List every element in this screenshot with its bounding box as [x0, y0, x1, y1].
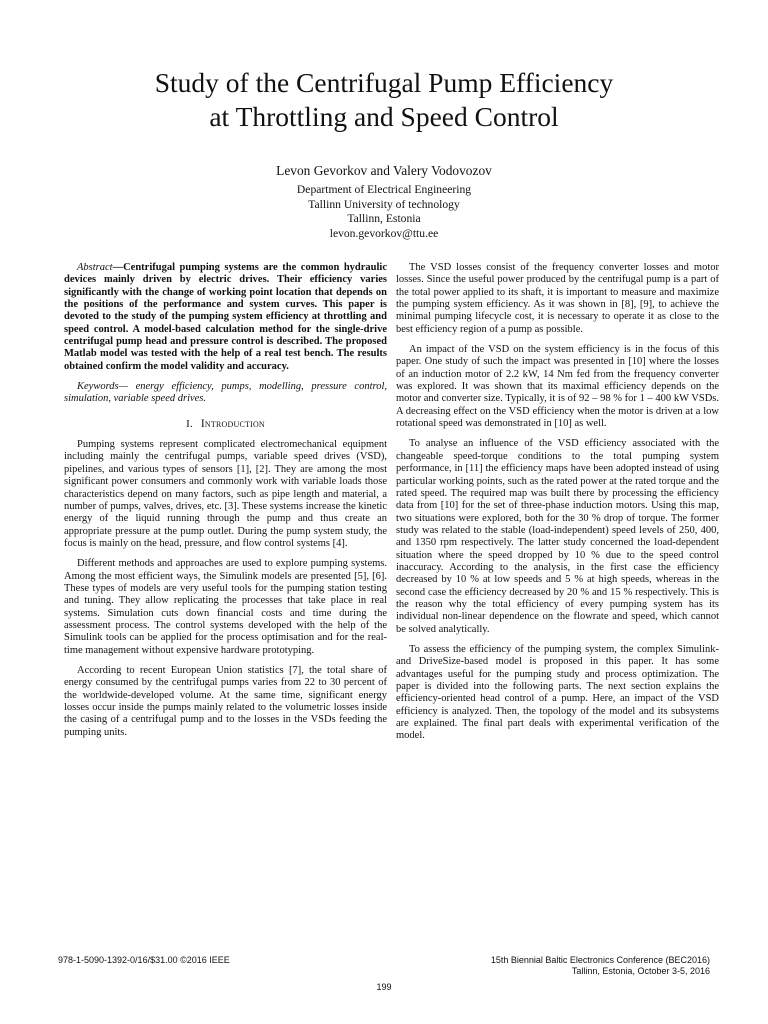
- affiliation-location: Tallinn, Estonia: [347, 212, 421, 226]
- intro-paragraph-2: Different methods and approaches are used to explore pumping systems. Among the most efficient ways, the Simulink models are presented [5], [6]. These types of models are very useful tools for the pumping station testing and tuning. They allow replicating the processes that take place in real systems. Simulation cuts down financial costs and time during the assessment process. The control systems developed with the help of the Simulink tools can be applied for the process optimisation and for the real-time management without expensive hardware prototyping.: [64, 558, 387, 656]
- page-number: 199: [376, 982, 392, 992]
- section-title: Introduction: [200, 417, 265, 430]
- author-block: [100, 162, 668, 241]
- right-paragraph-4: To assess the efficiency of the pumping system, the complex Simulink- and DriveSize-based model is proposed in this paper. It has some advantages useful for the pumping study and process optimization. The paper is divided into the following parts. The next section explains the efficiency-oriented head control of a pump. Here, an impact of the VSD efficiency is analyzed. Then, the topology of the model and its subsystems are explained. The final part deals with experimental verification of the model.: [396, 643, 719, 742]
- abstract-label: Abstract: [77, 262, 113, 273]
- right-paragraph-2: An impact of the VSD on the system efficiency is in the focus of this paper. One study of such the impact was presented in [10] where the losses of an induction motor of 2.2 kW, 14 Nm fed from the frequency converter was explored. It was shown that its maximal efficiency depends on the motor and converter size. Typically, it is of 92 – 98 % for 1 – 400 kW VSDs. A decreasing effect on the VSD efficiency when the motor is driven at a low rotational speed was demonstrated in [10] as well.: [396, 344, 719, 430]
- section-number: I.: [186, 417, 193, 430]
- conference-location-date: Tallinn, Estonia, October 3-5, 2016: [571, 966, 710, 976]
- conference-name: 15th Biennial Baltic Electronics Conference (BEC2016): [490, 955, 710, 965]
- affiliation-university: Tallinn University of technology: [308, 197, 460, 211]
- abstract-dash: —: [112, 262, 124, 273]
- paper-title: [60, 66, 708, 134]
- right-paragraph-1: The VSD losses consist of the frequency converter losses and motor losses. Since the useful power produced by the centrifugal pump is a part of the total power applied to its shaft, it is important to measure and maximize the pumping system efficiency. As it was shown in [8], [9], to achieve the minimal pumping lifecycle cost, it is necessary to operate it as close to the best efficiency region of a pump as possible.: [396, 262, 719, 335]
- keywords: Keywords— energy efficiency, pumps, modelling, pressure control, simulation, variable speed drives.: [64, 381, 387, 405]
- section-heading-introduction: [64, 418, 387, 430]
- title-line-1: Study of the Centrifugal Pump Efficiency: [154, 67, 614, 98]
- intro-paragraph-3: According to recent European Union statistics [7], the total share of energy consumed by the centrifugal pumps varies from 22 to 30 percent of the worldwide-developed volume. At the same time, significant energy losses occur inside the pumps mainly related to the volumetric losses inside the casing of a centrifugal pump and to the losses in the VSDs feeding the pumping units.: [64, 664, 387, 738]
- author-email[interactable]: levon.gevorkov@ttu.ee: [329, 226, 439, 240]
- affiliation-department: Department of Electrical Engineering: [296, 183, 472, 196]
- left-column: [64, 262, 387, 747]
- right-column: [396, 262, 719, 751]
- intro-paragraph-1: Pumping systems represent complicated electromechanical equipment including mainly the centrifugal pumps, variable speed drives (VSD), pipelines, and various types of sensors [1], [2]. They are among the most significant power consumers and commonly work with variable loads those characteristics depend on many factors, such as pipe length and material, a number of pumps, valves, drives, etc. [3]. These systems increase the kinetic energy of the liquid running through the pump and thus create an appropriate pressure at the pump outlet. During the pump system study, the focus is mainly on the head, pressure, and flow control systems [4].: [64, 439, 387, 549]
- conference-footer: [491, 955, 710, 977]
- title-line-2: at Throttling and Speed Control: [209, 101, 559, 132]
- right-paragraph-3: To analyse an influence of the VSD efficiency associated with the changeable speed-torque conditions to the total pumping system performance, in [11] the efficiency maps have been adopted instead of using particular working points, such as the rated power at the rated torque and the rated speed. The required map was built there by processing the efficiency data from [10] for the set of three-phase induction motors. Using this map, two situations were explored, both for the 30 % drop of torque. The former study was related to the stable (load-independent) speed levels of 250, 400, and 1350 rpm respectively. The latter study concerned the load-dependent situation where the speed dropped by 10 % due to the speed control inaccuracy. According to the analysis, in the first case the efficiency decreased by 10 % at low speeds and 5 % at high speeds, whereas in the second case the efficiency decreased by 20 % and 15 % respectively. This is the reason why the total efficiency of every pumping system has its individual non-linear dependence on the flowrate and speed, which cannot be solved analytically.: [396, 438, 719, 635]
- author-names: Levon Gevorkov and Valery Vodovozov: [276, 163, 492, 178]
- abstract: [64, 262, 387, 373]
- abstract-text: Centrifugal pumping systems are the common hydraulic devices mainly driven by electric drives. Their efficiency varies significantly with the change of working point location that depends on the positions of the performance and system curves. This paper is devoted to the study of the pumping system efficiency at throttling and speed control. A model-based calculation method for the single-drive centrifugal pump head and pressure control is described. The proposed Matlab model was tested with the help of a real test bench. The results obtained confirm the model validity and accuracy.: [64, 262, 387, 372]
- copyright-footer: 978-1-5090-1392-0/16/$31.00 ©2016 IEEE: [58, 955, 230, 965]
